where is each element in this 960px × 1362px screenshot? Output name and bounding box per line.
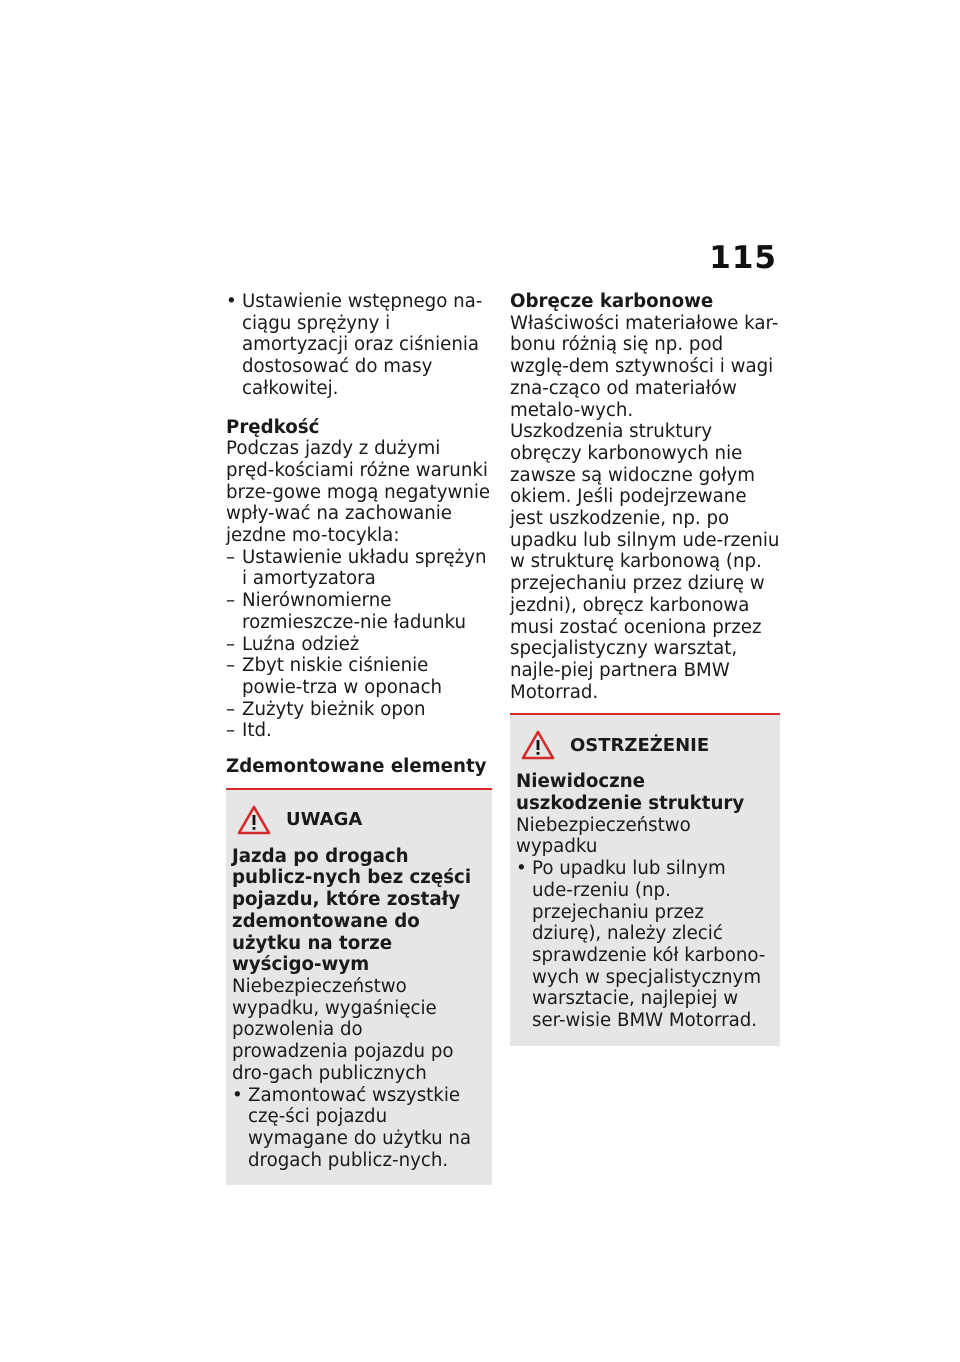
notice-header	[232, 804, 484, 836]
page-number: 115	[709, 240, 777, 276]
warning-title: OSTRZEŻENIE	[570, 734, 710, 756]
warning-action: • Po upadku lub silnym ude-rzeniu (np. przejechaniu przez dziurę), należy zlecić sprawdzenie kół karbono-wych w specjalistycznym warsztacie, najlepiej w ser-wisie BMW Motorrad.	[516, 858, 772, 1032]
rims-text-1: Właściwości materiałowe kar-bonu różnią się np. pod wzglę-dem sztywności i wagi zna-cząco od materiałów metalo-wych.	[510, 312, 779, 421]
warning-risk: Niebezpieczeństwo wypadku	[516, 814, 691, 858]
speed-list-item: – Nierównomierne rozmieszcze-nie ładunku	[226, 590, 492, 633]
warning-header	[516, 729, 772, 761]
notice-title: UWAGA	[286, 808, 363, 830]
warning-subtitle: Niewidoczne uszkodzenie struktury	[516, 771, 745, 815]
speed-heading: Prędkość	[226, 416, 320, 438]
left-column	[226, 291, 492, 1185]
right-column	[510, 291, 780, 1046]
dismantled-heading: Zdemontowane elementy	[226, 756, 487, 778]
speed-list-item: – Luźna odzież	[226, 634, 492, 656]
speed-list-item: – Ustawienie układu sprężyn i amortyzatora	[226, 547, 492, 590]
notice-action: • Zamontować wszystkie czę-ści pojazdu wymagane do użytku na drogach publicz-nych.	[232, 1085, 484, 1172]
speed-list-item: – Zbyt niskie ciśnienie powie-trza w oponach	[226, 655, 492, 698]
notice-subtitle: Jazda po drogach publicz-nych bez części pojazdu, które zostały zdemontowane do użytku na torze wyścigo-wym	[232, 845, 472, 976]
speed-list	[226, 547, 492, 742]
speed-list-item: – Itd.	[226, 720, 492, 742]
warning-triangle-icon	[236, 804, 272, 836]
warning-box	[510, 713, 780, 1045]
intro-bullet: • Ustawienie wstępnego na-ciągu sprężyny i amortyzacji oraz ciśnienia dostosować do masy całkowitej.	[226, 291, 492, 400]
speed-text: Podczas jazdy z dużymi pręd-kościami różne warunki brze-gowe mogą negatywnie wpły-wać na zachowanie jezdne mo-tocykla:	[226, 438, 491, 547]
rims-heading: Obręcze karbonowe	[510, 291, 714, 312]
notice-risk: Niebezpieczeństwo wypadku, wygaśnięcie pozwolenia do prowadzenia pojazdu po dro-gach publicznych	[232, 975, 454, 1084]
rims-text-2: Uszkodzenia struktury obręczy karbonowych nie zawsze są widoczne gołym okiem. Jeśli podejrzewane jest uszkodzenie, np. po upadku lub silnym ude-rzeniu w strukturę karbonową (np. przejechaniu przez dziurę w jezdni), obręcz karbonowa musi zostać oceniona przez specjalistyczny warsztat, najle-piej partnera BMW Motorrad.	[510, 421, 780, 703]
notice-box	[226, 788, 492, 1186]
speed-list-item: – Zużyty bieżnik opon	[226, 699, 492, 721]
warning-triangle-icon	[520, 729, 556, 761]
